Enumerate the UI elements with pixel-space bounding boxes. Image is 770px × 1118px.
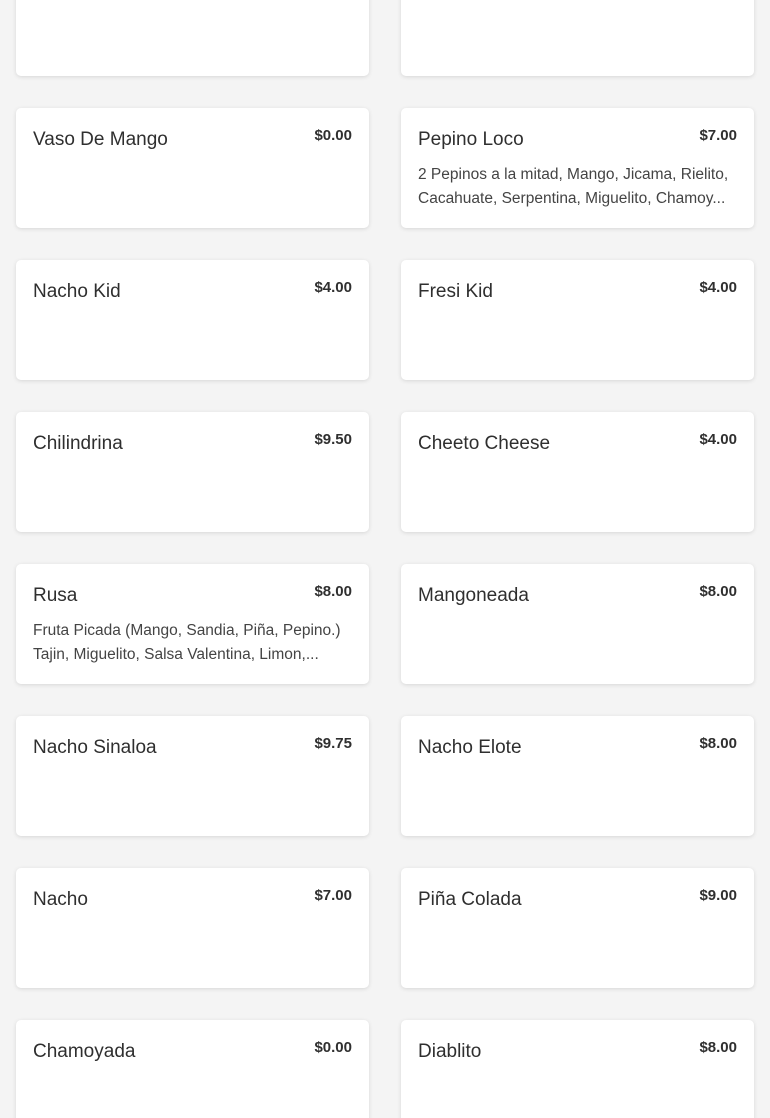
menu-item-card[interactable] xyxy=(16,108,369,228)
menu-item-name: Nacho Kid xyxy=(33,281,121,302)
menu-item-name: Cheeto Cheese xyxy=(418,433,551,454)
menu-item-card[interactable] xyxy=(16,716,369,836)
menu-item-card[interactable] xyxy=(16,412,369,532)
menu-item-card[interactable] xyxy=(16,1020,369,1118)
menu-item-header xyxy=(33,886,352,912)
menu-item-price: $0.00 xyxy=(314,1039,352,1056)
menu-item-price: $8.00 xyxy=(699,735,737,752)
menu-item-price: $9.75 xyxy=(314,735,352,752)
menu-item-card[interactable] xyxy=(401,716,754,836)
menu-item-description: Fruta Picada (Mango, Sandia, Piña, Pepino.) Tajin, Miguelito, Salsa Valentina, Limon,... xyxy=(33,622,341,663)
menu-item-price: $7.00 xyxy=(314,887,352,904)
menu-item-name: Chilindrina xyxy=(33,433,123,454)
menu-item-price: $4.00 xyxy=(314,279,352,296)
menu-item-price: $8.00 xyxy=(699,1039,737,1056)
menu-item-price: $8.00 xyxy=(314,583,352,600)
menu-item-price: $8.00 xyxy=(699,583,737,600)
menu-item-header xyxy=(418,1038,737,1064)
menu-item-header xyxy=(33,1038,352,1064)
menu-item-price: $4.00 xyxy=(699,279,737,296)
menu-item-header xyxy=(418,126,737,152)
menu-item-price: $9.50 xyxy=(314,431,352,448)
menu-item-card[interactable] xyxy=(401,1020,754,1118)
menu-item-price: $9.00 xyxy=(699,887,737,904)
menu-item-name: Nacho xyxy=(33,889,88,910)
menu-item-header xyxy=(33,278,352,304)
menu-item-card[interactable] xyxy=(401,260,754,380)
menu-item-card[interactable] xyxy=(401,108,754,228)
menu-item-name: Rusa xyxy=(33,585,78,606)
menu-item-card[interactable] xyxy=(401,868,754,988)
menu-item-name: Fresi Kid xyxy=(418,281,493,302)
menu-item-price: $7.00 xyxy=(699,127,737,144)
menu-item-name: Piña Colada xyxy=(418,889,522,910)
menu-item-name: Nacho Elote xyxy=(418,737,522,758)
menu-item-card[interactable] xyxy=(401,564,754,684)
menu-item-price: $4.00 xyxy=(699,431,737,448)
menu-item-name: Pepino Loco xyxy=(418,129,524,150)
menu-item-header xyxy=(418,886,737,912)
menu-item-name: Mangoneada xyxy=(418,585,529,606)
menu-item-header xyxy=(33,734,352,760)
menu-item-header xyxy=(418,734,737,760)
menu-item-card[interactable] xyxy=(16,260,369,380)
menu-item-card[interactable] xyxy=(16,564,369,684)
menu-item-header xyxy=(33,126,352,152)
menu-item-card[interactable] xyxy=(16,0,369,76)
menu-item-header xyxy=(418,278,737,304)
menu-item-name: Diablito xyxy=(418,1041,482,1062)
menu-item-card[interactable] xyxy=(401,412,754,532)
menu-item-description: 2 Pepinos a la mitad, Mango, Jicama, Rielito, Cacahuate, Serpentina, Miguelito, Chamoy... xyxy=(418,166,729,207)
menu-item-header xyxy=(418,582,737,608)
menu-item-card[interactable] xyxy=(401,0,754,76)
menu-item-header xyxy=(33,582,352,608)
menu-item-name: Vaso De Mango xyxy=(33,129,168,150)
menu-item-name: Nacho Sinaloa xyxy=(33,737,157,758)
menu-item-card[interactable] xyxy=(16,868,369,988)
menu-item-price: $0.00 xyxy=(314,127,352,144)
menu-item-header xyxy=(418,430,737,456)
menu-item-header xyxy=(33,430,352,456)
menu-item-name: Chamoyada xyxy=(33,1041,136,1062)
